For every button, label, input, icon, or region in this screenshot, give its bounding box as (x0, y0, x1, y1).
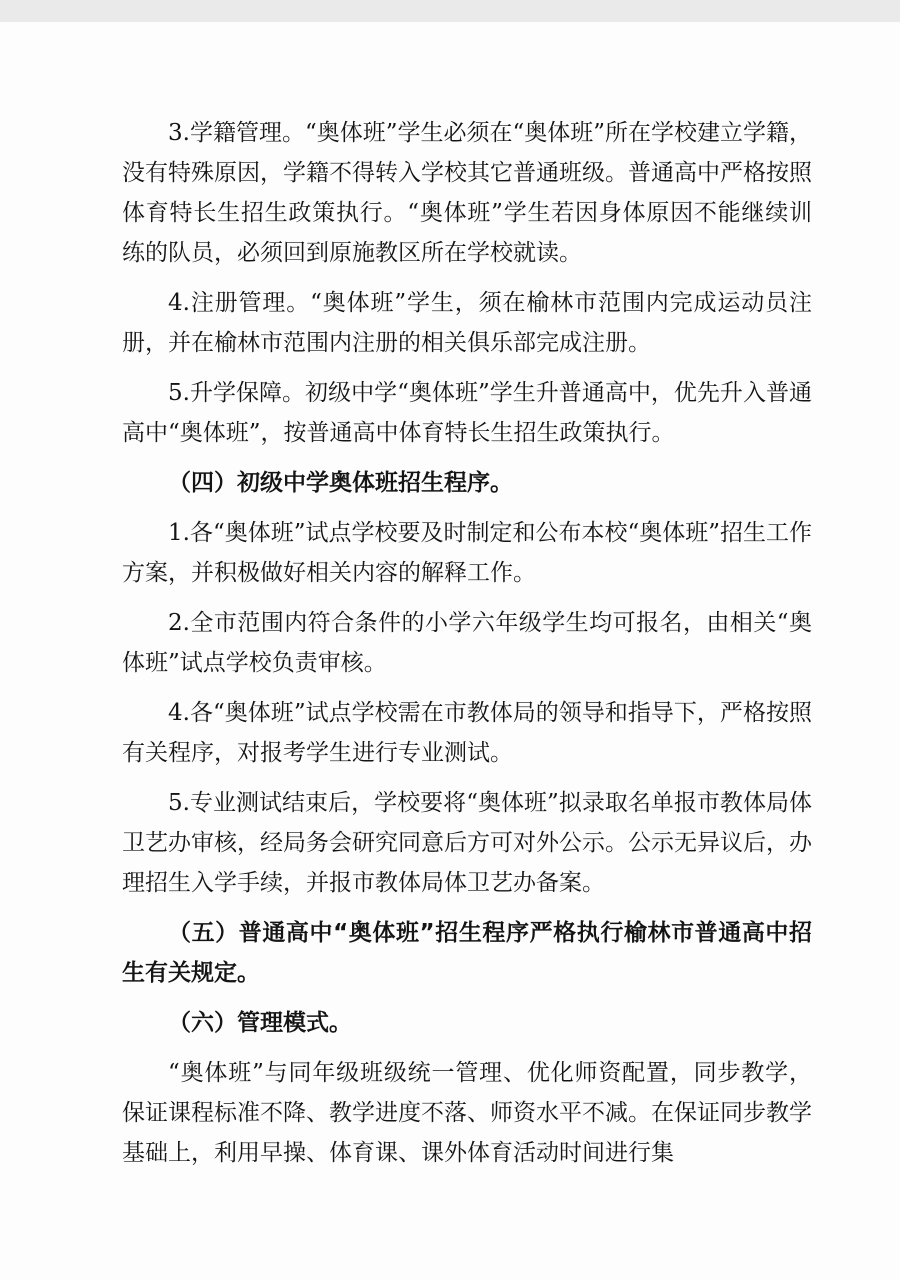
paragraph-enrollment-step-4: 4.各“奥体班”试点学校需在市教体局的领导和指导下，严格按照有关程序，对报考学生进行专业测试。 (122, 700, 812, 766)
paragraph-student-registration: 3.学籍管理。“奥体班”学生必须在“奥体班”所在学校建立学籍，没有特殊原因，学籍不得转入学校其它普通班级。普通高中严格按照体育特长生招生政策执行。“奥体班”学生若因身体原因不能继续训练的队员，必须回到原施教区所在学校就读。 (122, 120, 812, 266)
paragraph-enrollment-step-5: 5.专业测试结束后，学校要将“奥体班”拟录取名单报市教体局体卫艺办审核，经局务会研究同意后方可对外公示。公示无异议后，办理招生入学手续，并报市教体局体卫艺办备案。 (122, 790, 812, 896)
paragraph-progression-guarantee: 5.升学保障。初级中学“奥体班”学生升普通高中，优先升入普通高中“奥体班”，按普通高中体育特长生招生政策执行。 (122, 380, 812, 446)
paragraph-enrollment-step-2: 2.全市范围内符合条件的小学六年级学生均可报名，由相关“奥体班”试点学校负责审核。 (122, 610, 812, 676)
paragraph-management-mode: “奥体班”与同年级班级统一管理、优化师资配置，同步教学，保证课程标准不降、教学进度不落、师资水平不减。在保证同步教学基础上，利用早操、体育课、课外体育活动时间进行集 (122, 1060, 812, 1166)
section-heading-5: （五）普通高中“奥体班”招生程序严格执行榆林市普通高中招生有关规定。 (122, 920, 812, 986)
section-heading-6: （六）管理模式。 (168, 1010, 352, 1036)
paragraph-athlete-registration: 4.注册管理。“奥体班”学生，须在榆林市范围内完成运动员注册，并在榆林市范围内注册的相关俱乐部完成注册。 (122, 290, 812, 356)
scan-top-band (0, 0, 900, 22)
section-heading-4: （四）初级中学奥体班招生程序。 (168, 470, 513, 496)
paragraph-enrollment-step-1: 1.各“奥体班”试点学校要及时制定和公布本校“奥体班”招生工作方案，并积极做好相关内容的解释工作。 (122, 520, 812, 586)
document-body (122, 113, 812, 1183)
